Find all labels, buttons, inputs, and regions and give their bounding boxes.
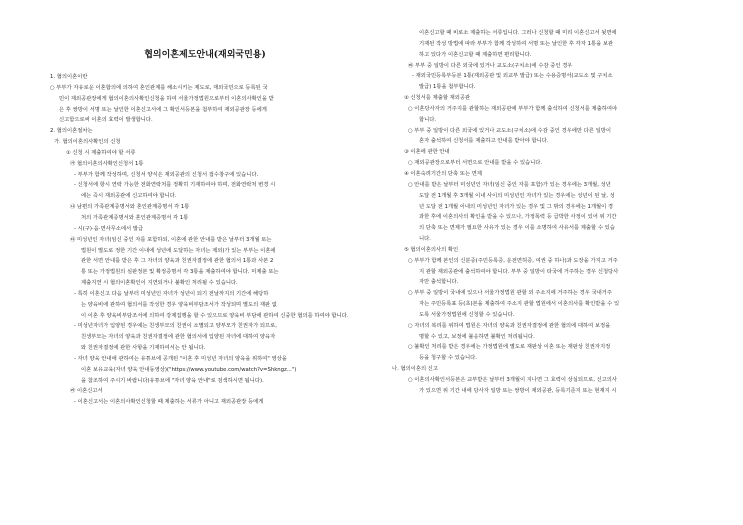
text-line: ○ 재외공관장으로부터 서면으로 안내를 받을 수 있습니다. (408, 160, 543, 167)
text-line: 나. 협의이혼의 신고 (392, 366, 438, 373)
text-line: 도달 전 1개월 후 3개월 이내 사이의 미성년인 자녀가 있는 경우에는 성년이 된 날, 성 (419, 192, 615, 199)
text-line: 법원이 별도로 정한 기간 이내에 성년에 도달하는 자녀는 제외)가 있는 부부는 이혼에 (81, 247, 276, 254)
left-column (50, 0, 360, 408)
right-text-block (388, 28, 708, 397)
right-column (388, 28, 708, 397)
text-line: 을 참조하여 주시기 바랍니다(유튜브에 "자녀 양육 안내"로 검색하시면 됩니다). (81, 377, 264, 384)
text-line: ○ 자녀의 복리를 위하여 법원은 자녀의 양육과 친권자결정에 관한 협의에 대하여 보정을 (408, 322, 611, 329)
text-line: ① 신청 시 제출하여야 할 서류 (66, 149, 136, 156)
text-line: 등을 청구할 수 있습니다. (419, 355, 477, 362)
text-line: ④ 이혼숙려기간의 단축 또는 면제 (404, 170, 483, 177)
text-line: - 미성년자녀가 입양된 경우에는 친생부모의 친권이 소멸되고 양부모가 친권자가 되므로, (74, 323, 277, 330)
text-line: 합니다. (419, 116, 437, 123)
text-line: 민이 재외공관장에게 협의이혼의사확인신청을 하여 서울가정법원으로부터 이혼의사확인을 받 (59, 95, 274, 102)
text-line: - 특히 이혼신고 다음 날부터 미성년인 자녀가 성년이 되기 전날까지의 기간에 해당하 (74, 290, 269, 297)
text-line: ○ 안내를 받은 날부터 미성년인 자녀(임신 중인 자를 포함)가 있는 경우에는 3개월, 성년 (408, 181, 611, 188)
text-line: ○ 부부가 함께 본인의 신분증(주민등록증, 운전면허증, 여권 중 하나)과 도장을 가지고 거주 (408, 257, 618, 264)
text-line: ○ 이혼당사자의 거주지를 관할하는 재외공관에 부부가 함께 출석하여 신청서를 제출하여야 (408, 105, 618, 112)
text-line: 가. 협의이혼의사확인의 신청 (54, 139, 121, 146)
text-line: ㉲ 부부 중 일방이 다른 외국에 있거나 교도소(구치소)에 수감 중인 경우 (408, 62, 573, 69)
text-line: 지 관할 재외공관에 출석하여야 합니다. 부부 중 일방이 타국에 거주하는 경우 신청당사 (419, 268, 619, 275)
text-line: ○ 부부가 자유로운 이혼합의에 의하여 혼인관계를 해소시키는 제도로, 재외국민으로 등록된 국 (50, 84, 268, 91)
text-line: 기재된 작성 방법에 따라 부부가 함께 작성하여 서명 또는 날인한 후 각자 1통을 보관 (419, 40, 614, 47)
text-line: 하고 있다가 이혼신고할 때 제출하면 편리합니다. (419, 51, 532, 58)
text-line: - 신청서에 항시 연락 가능한 전화연락처를 정확히 기재하여야 하며, 전화연락처 변경 시 (74, 182, 276, 189)
text-line: - 이혼신고서는 이혼의사확인신청할 때 제출하는 서류가 아니고 재외공관장 등에게 (74, 399, 264, 406)
text-line: 친생부모는 자녀의 양육과 친권자결정에 관한 협의서에 입양된 자녀에 대하여 양육자 (81, 334, 276, 341)
text-line: 의 단축 또는 면제가 필요한 사유가 있는 경우 이를 소명하여 사유서를 제출할 수 있습 (419, 225, 615, 232)
text-line: 이 이혼 후 양육비부담조서에 의하여 강제집행을 할 수 있으므로 양육비 부담에 관하여 신중한 협의를 하여야 합니다. (81, 312, 349, 319)
text-line: 명할 수 있고, 보정에 불응하면 불확인 처리됩니다. (419, 333, 535, 340)
text-line: - 재외국민등록부등본 1통(재외공관 및 외교부 발급) 또는 수용증명서(교도소 및 구치소 (412, 73, 613, 80)
text-line: 은 후 쌍방이 서명 또는 날인한 이혼신고서에 그 확인서등본을 첨부하여 재외공관장 등에게 (59, 106, 267, 113)
text-line: 관한 서면 안내를 받은 후 그 자녀의 양육과 친권자결정에 관한 협의서 1통과 사본 2 (81, 258, 274, 265)
text-line: - 부부가 함께 작성하며, 신청서 양식은 재외공관의 신청서 접수창구에 있습니다. (74, 171, 259, 178)
text-line: 신고함으로써 이혼의 효력이 발생합니다. (59, 117, 153, 124)
text-line: 과한 후에 이혼의사의 확인을 받을 수 있으나, 가정폭력 등 급박한 사정이 있어 위 기간 (419, 214, 617, 221)
text-line: 1. 협의이혼이란 (50, 74, 88, 80)
text-line: 자는 주민등록표 등(초)본을 제출하여 주소지 관할 법원에서 이혼의사를 확인받을 수 있 (419, 301, 620, 308)
left-text-block (50, 72, 360, 408)
text-line: 이혼 보유교육(자녀 양육 안내동영상)("https://www.youtube.com/watch?v=Shkngz...") (81, 366, 297, 373)
text-line: 처의 가족관계증명서와 혼인관계증명서 각 1통 (81, 214, 189, 221)
text-line: 는 양육비에 관하여 협의서를 작성한 경우 양육비부담조서가 작성되며 별도의 재판 없 (81, 301, 277, 308)
text-line: ② 신청서를 제출할 재외공관 (404, 95, 471, 102)
text-line: ○ 이혼의사확인서등본은 교부받은 날부터 3개월이 지나면 그 효력이 상실되므로, 신고의사 (408, 377, 618, 383)
text-line: 통 또는 가정법원의 심판정본 및 확정증명서 각 3통을 제출하여야 합니다. 미제출 또는 (81, 269, 279, 276)
text-line: 에는 즉시 재외공관에 신고하여야 합니다. (81, 193, 177, 200)
text-line: 혼자 출석하여 신청서를 제출하고 안내를 받아야 합니다. (419, 138, 549, 145)
text-line: ○ 부부 중 일방이 국내에 있으나 서울가정법원 관할 외 주소지에 거주하는 경우 국내거주 (408, 290, 612, 297)
text-line: 제출지연 시 협의이혼확인이 지연되거나 불확인 처리될 수 있습니다. (81, 280, 238, 287)
text-line: ㉮ 협의이혼의사확인신청서 1통 (70, 160, 144, 167)
text-line: 이혼신고할 때 비로소 제출하는 서류입니다. 그러나 신청할 때 미리 이혼신고서 뒷면에 (419, 30, 617, 36)
text-line: 도록 서울가정법원에 신청할 수 있습니다. (419, 311, 515, 318)
text-line: ③ 이혼에 관한 안내 (404, 149, 450, 156)
text-line: - 자녀 양육 안내에 관하여는 유튜브에 공개된 "이혼 후 미성년 자녀의 양육을 위하여" 영상을 (74, 355, 287, 362)
text-line: 2. 협의이혼절차는 (50, 128, 93, 135)
text-line: 년 도달 전 1개월 이내의 미성년인 자녀가 있는 경우 및 그 밖의 경우에는 1개월이 경 (419, 203, 614, 210)
text-line: - 시(구)·읍·면사무소에서 발급 (74, 225, 144, 232)
text-line: 발급) 1통을 첨부합니다. (419, 84, 476, 91)
text-line: ㉯ 남편의 가족관계증명서와 혼인관계증명서 각 1통 (70, 204, 190, 211)
text-line: 가 있으면 위 기간 내에 당사자 일방 또는 쌍방이 재외공관, 등록기준지 또는 현재지 시 (419, 387, 617, 394)
text-line: ○ 부부 중 일방이 다른 외국에 있거나 교도소(구치소)에 수감 중인 경우에만 다른 일방이 (408, 127, 611, 134)
page-title: 협의이혼제도안내(재외국민용) (144, 50, 266, 60)
text-line: 자만 출석합니다. (419, 279, 459, 286)
text-line: ㉱ 이혼신고서 (70, 388, 103, 395)
text-line: ㉰ 미성년인 자녀(임신 중인 자를 포함하되, 이혼에 관한 안내를 받은 날부터 3개월 또는 (70, 236, 272, 243)
text-line: 와 친권자결정에 관한 사항을 기재하여서는 안 됩니다. (81, 345, 206, 352)
text-line: 니다. (419, 236, 431, 243)
text-line: ⑤ 협의이혼의사의 확인 (404, 246, 459, 253)
text-line: ○ 불확인 처리를 받은 경우에는 가정법원에 별도로 재판상 이혼 또는 재판상 친권자지정 (408, 344, 611, 351)
